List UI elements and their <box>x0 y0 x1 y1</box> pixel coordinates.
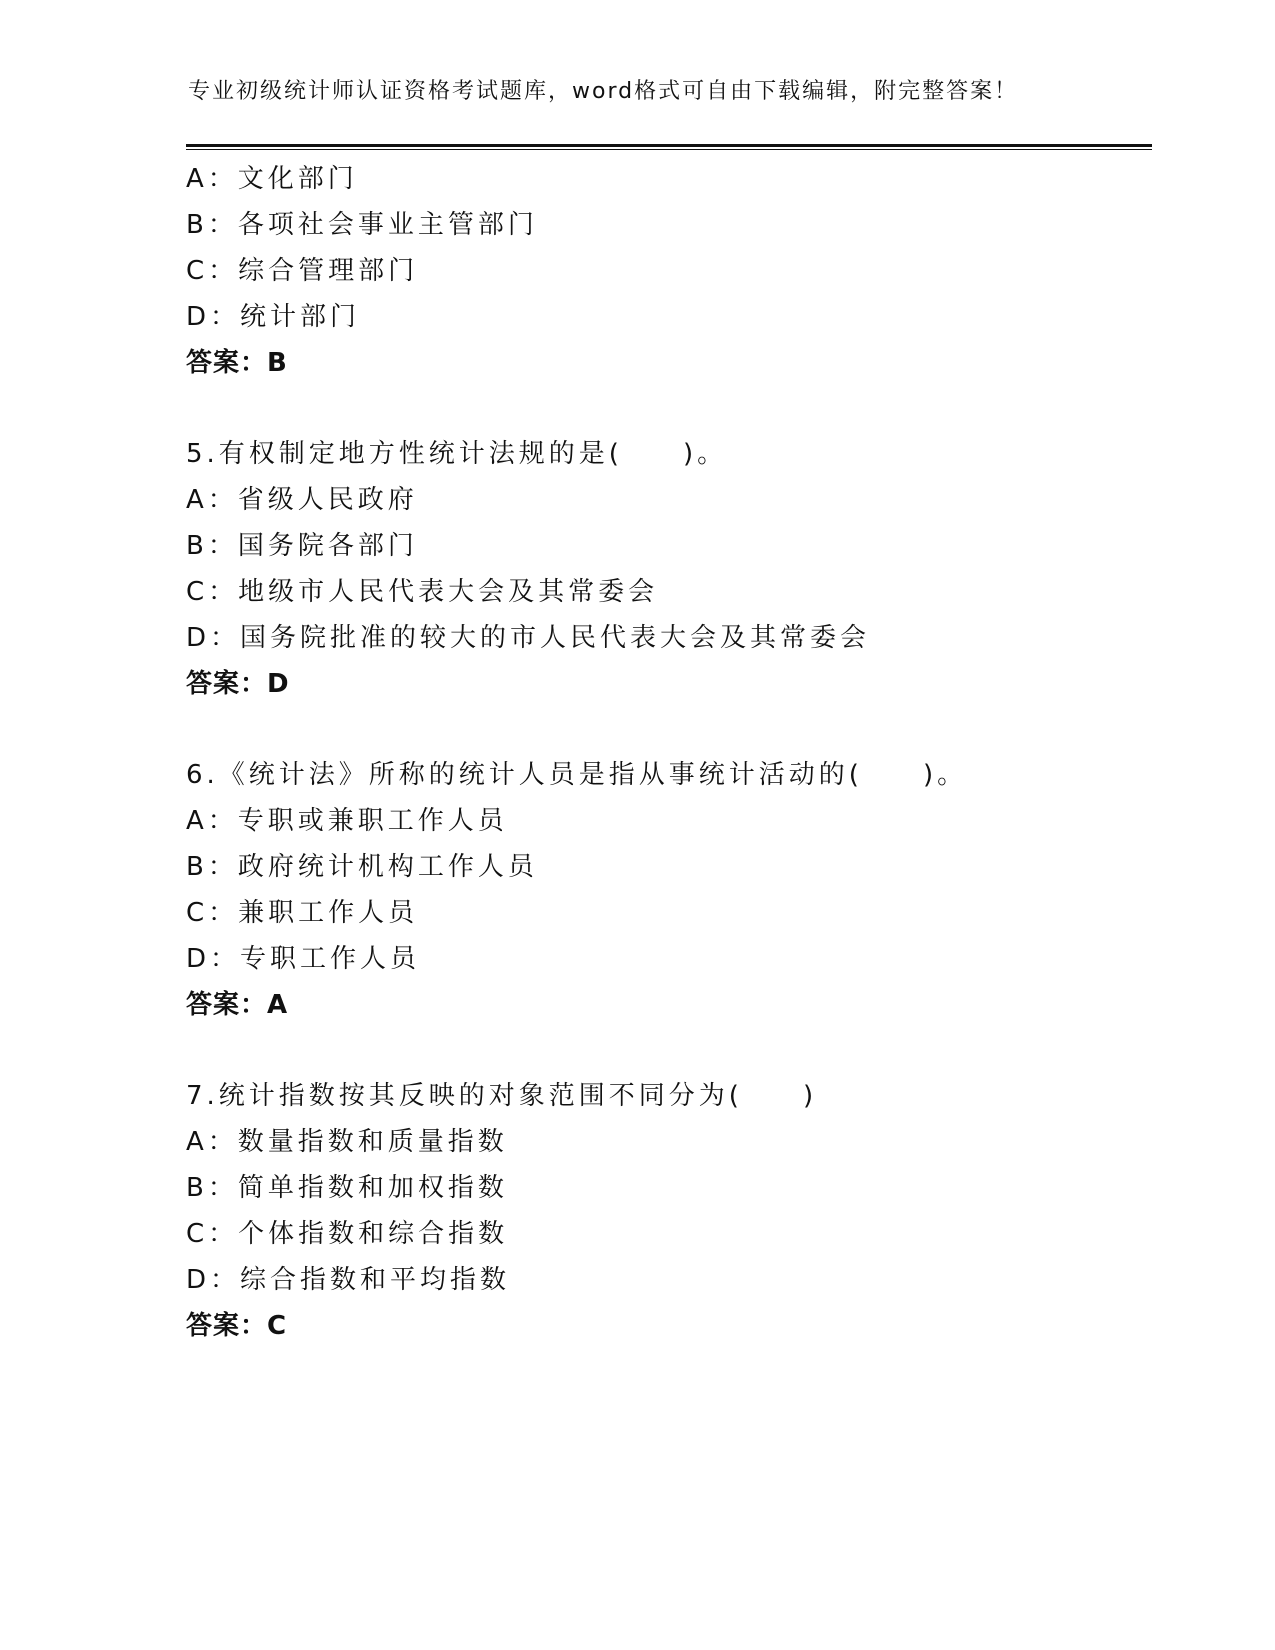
option-b: B：国务院各部门 <box>186 531 418 561</box>
question-list <box>186 156 1152 1349</box>
option-d: D：专职工作人员 <box>186 944 421 974</box>
header-divider-thick <box>186 144 1152 147</box>
question-stem: 5.有权制定地方性统计法规的是( )。 <box>186 439 728 469</box>
page-header: 专业初级统计师认证资格考试题库，word格式可自由下载编辑，附完整答案！ <box>188 79 1019 104</box>
option-c: C：兼职工作人员 <box>186 898 419 928</box>
question-4-tail <box>186 156 1152 386</box>
question-stem: 6.《统计法》所称的统计人员是指从事统计活动的( )。 <box>186 760 968 790</box>
option-d: D：国务院批准的较大的市人民代表大会及其常委会 <box>186 623 871 653</box>
spacer <box>186 386 1152 431</box>
option-b: B：政府统计机构工作人员 <box>186 852 538 882</box>
answer-line: 答案：D <box>186 669 290 699</box>
option-a: A：文化部门 <box>186 164 358 194</box>
question-stem: 7.统计指数按其反映的对象范围不同分为( ) <box>186 1081 818 1111</box>
option-c: C：地级市人民代表大会及其常委会 <box>186 577 659 607</box>
question-7 <box>186 1073 1152 1349</box>
answer-line: 答案：C <box>186 1311 288 1341</box>
option-a: A：数量指数和质量指数 <box>186 1127 508 1157</box>
option-b: B：简单指数和加权指数 <box>186 1173 508 1203</box>
option-c: C：个体指数和综合指数 <box>186 1219 509 1249</box>
spacer <box>186 707 1152 752</box>
option-d: D：统计部门 <box>186 302 361 332</box>
option-a: A：省级人民政府 <box>186 485 418 515</box>
header-divider-thin <box>186 149 1152 150</box>
question-6 <box>186 752 1152 1028</box>
question-5 <box>186 431 1152 707</box>
option-a: A：专职或兼职工作人员 <box>186 806 508 836</box>
spacer <box>186 1028 1152 1073</box>
answer-line: 答案：B <box>186 348 288 378</box>
answer-line: 答案：A <box>186 990 289 1020</box>
option-d: D：综合指数和平均指数 <box>186 1265 511 1295</box>
option-b: B：各项社会事业主管部门 <box>186 210 538 240</box>
option-c: C：综合管理部门 <box>186 256 419 286</box>
